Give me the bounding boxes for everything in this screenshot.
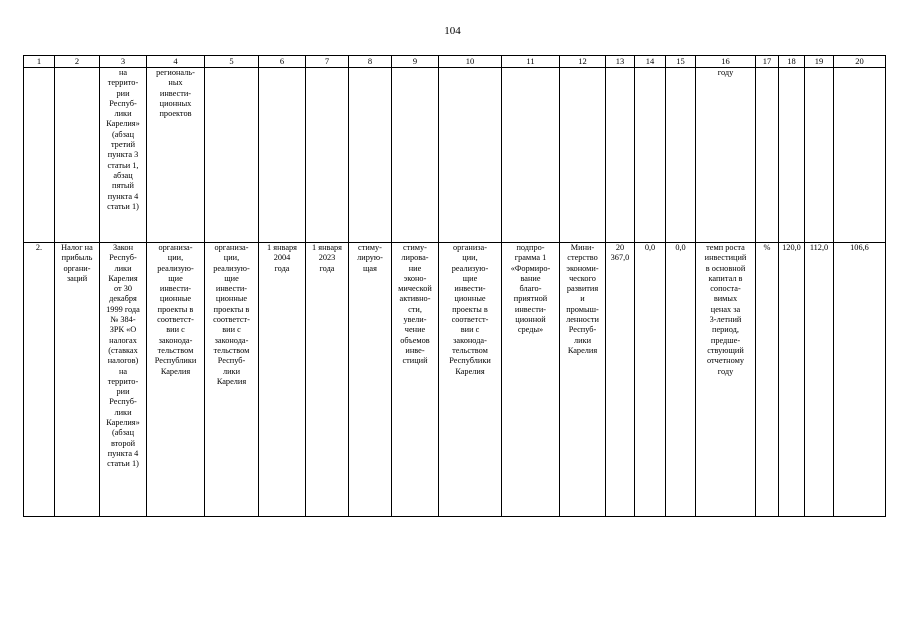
- table-cell: [666, 68, 696, 243]
- header-cell: 2: [55, 56, 100, 68]
- header-cell: 10: [439, 56, 502, 68]
- table-cell: %: [756, 243, 779, 517]
- table-row: [24, 68, 886, 243]
- table-cell: 0,0: [635, 243, 666, 517]
- tax-expenditure-table: [23, 55, 886, 517]
- header-cell: 16: [696, 56, 756, 68]
- header-cell: 20: [834, 56, 886, 68]
- table-cell: [306, 68, 349, 243]
- header-cell: 9: [392, 56, 439, 68]
- table-cell: [439, 68, 502, 243]
- table-cell: 106,6: [834, 243, 886, 517]
- table-cell: 120,0: [779, 243, 805, 517]
- header-cell: 1: [24, 56, 55, 68]
- table-cell: организа- ции, реализую- щие инвести- ционные проекты в соответст- вии с законода- тельством Республики Карелия: [439, 243, 502, 517]
- table-cell: [606, 68, 635, 243]
- table-cell: 0,0: [666, 243, 696, 517]
- table-cell: [259, 68, 306, 243]
- table-cell: региональ- ных инвести- ционных проектов: [147, 68, 205, 243]
- table-cell: стиму- лирую- щая: [349, 243, 392, 517]
- table-cell: темп роста инвестиций в основной капитал в сопоста- вимых ценах за 3-летний период, предше- ствующий отчетному году: [696, 243, 756, 517]
- header-cell: 8: [349, 56, 392, 68]
- table-cell: [392, 68, 439, 243]
- table-cell: [24, 68, 55, 243]
- table-cell: [205, 68, 259, 243]
- header-cell: 15: [666, 56, 696, 68]
- table-cell: организа- ции, реализую- щие инвести- ционные проекты в соответст- вии с законода- тельством Респуб- лики Карелия: [205, 243, 259, 517]
- table-cell: Закон Респуб- лики Карелия от 30 декабря 1999 года № 384- ЗРК «О налогах (ставках налогов) на террито- рии Респуб- лики Карелия» (абзац второй пункта 4 статьи 1): [100, 243, 147, 517]
- header-cell: 11: [502, 56, 560, 68]
- header-cell: 12: [560, 56, 606, 68]
- page-number: 104: [444, 25, 461, 37]
- table-cell: [349, 68, 392, 243]
- table-cell: подпро- грамма 1 «Формиро- вание благо- приятной инвести- ционной среды»: [502, 243, 560, 517]
- header-cell: 13: [606, 56, 635, 68]
- table-row: [24, 243, 886, 517]
- header-cell: 6: [259, 56, 306, 68]
- header-cell: 18: [779, 56, 805, 68]
- table-cell: 20 367,0: [606, 243, 635, 517]
- table-cell: [779, 68, 805, 243]
- table-cell: году: [696, 68, 756, 243]
- table-cell: [805, 68, 834, 243]
- column-number-row: [24, 56, 886, 68]
- header-cell: 17: [756, 56, 779, 68]
- table-cell: 1 января 2023 года: [306, 243, 349, 517]
- table-cell: [635, 68, 666, 243]
- table-cell: 1 января 2004 года: [259, 243, 306, 517]
- table-cell: Налог на прибыль органи- заций: [55, 243, 100, 517]
- table-cell: Мини- стерство экономи- ческого развития и промыш- ленности Респуб- лики Карелия: [560, 243, 606, 517]
- table-cell: организа- ции, реализую- щие инвести- ционные проекты в соответст- вии с законода- тельством Республики Карелия: [147, 243, 205, 517]
- table-cell: [502, 68, 560, 243]
- header-cell: 3: [100, 56, 147, 68]
- table-cell: на террито- рии Респуб- лики Карелия» (абзац третий пункта 3 статьи 1, абзац пятый пункта 4 статьи 1): [100, 68, 147, 243]
- table-cell: 112,0: [805, 243, 834, 517]
- header-cell: 14: [635, 56, 666, 68]
- header-cell: 7: [306, 56, 349, 68]
- table-cell: стиму- лирова- ние эконо- мической активно- сти, увели- чение объемов инве- стиций: [392, 243, 439, 517]
- table-cell: [560, 68, 606, 243]
- header-cell: 5: [205, 56, 259, 68]
- table-cell: [834, 68, 886, 243]
- header-cell: 19: [805, 56, 834, 68]
- header-cell: 4: [147, 56, 205, 68]
- table-cell: 2.: [24, 243, 55, 517]
- table-cell: [55, 68, 100, 243]
- table-cell: [756, 68, 779, 243]
